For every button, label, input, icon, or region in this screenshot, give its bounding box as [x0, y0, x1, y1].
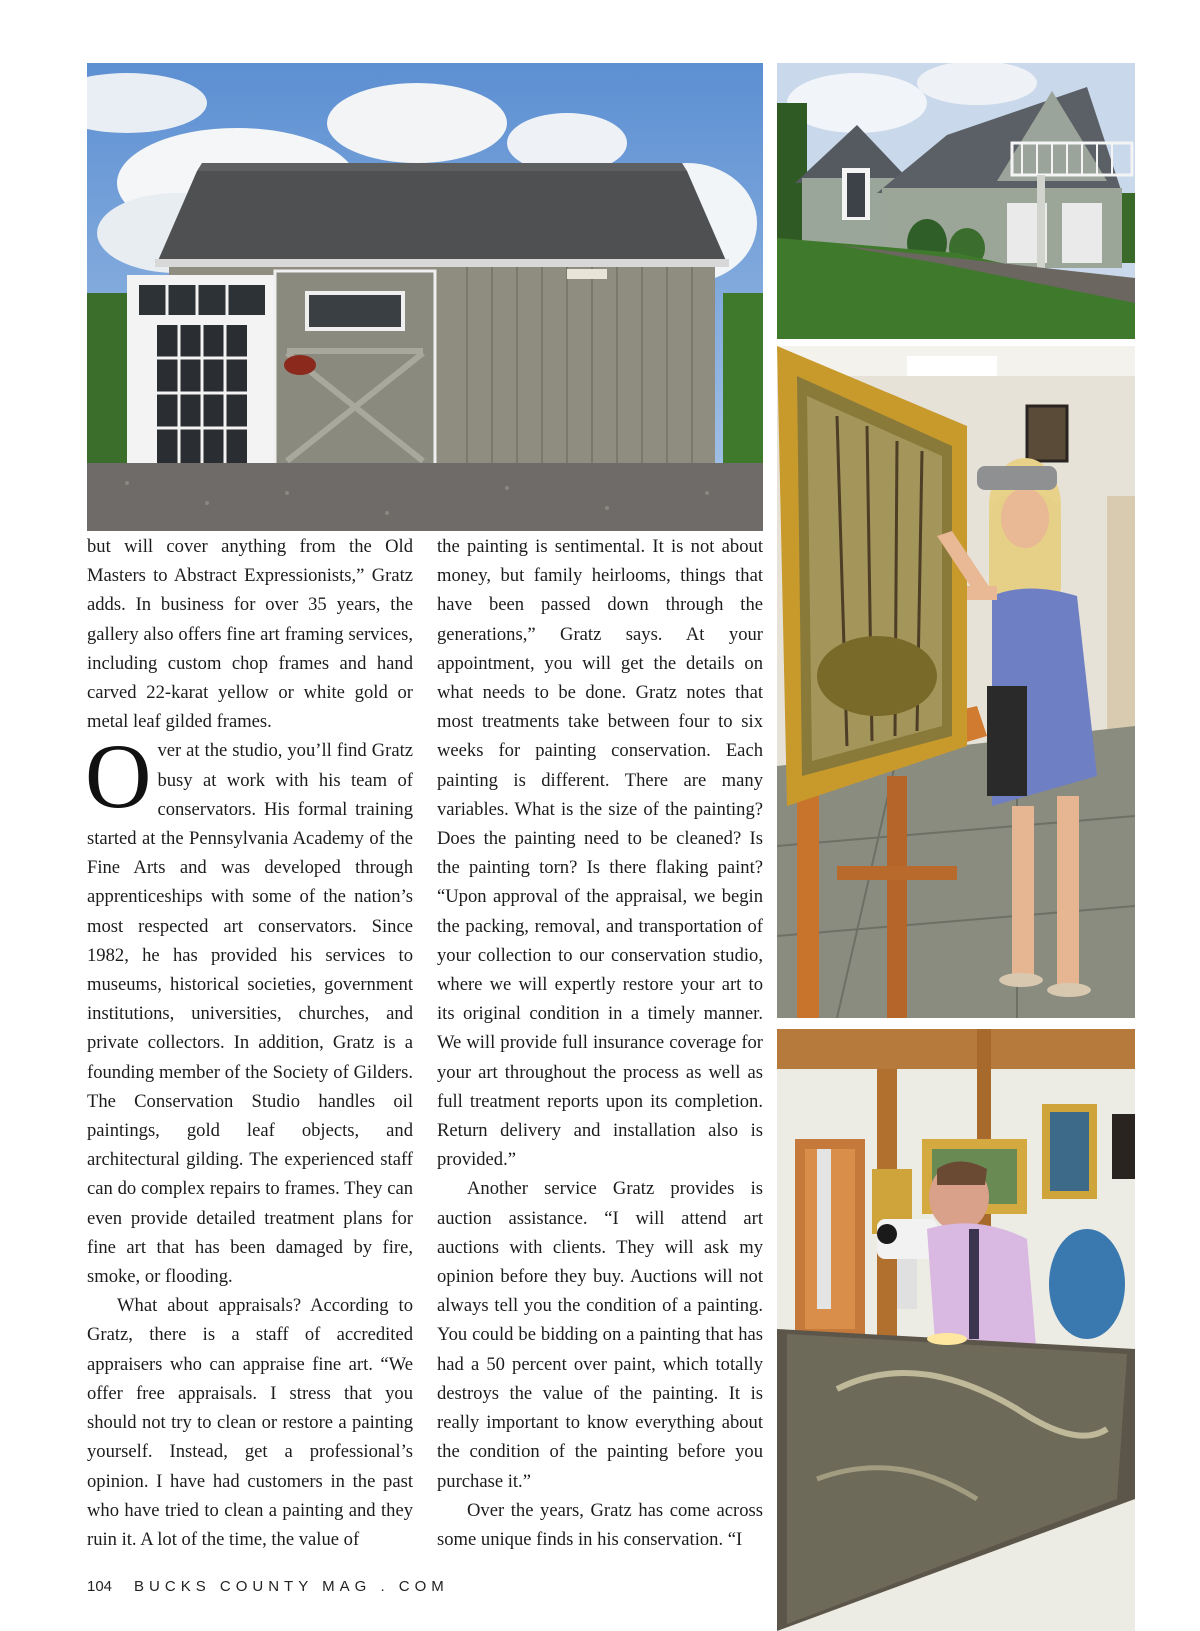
article-paragraph: Over the years, Gratz has come across some unique finds in his conservation. “I — [437, 1499, 763, 1550]
drop-cap: O — [85, 725, 152, 828]
barn-studio-photo — [87, 63, 763, 531]
article-right-column — [437, 532, 763, 1554]
page-footer — [87, 1578, 449, 1595]
conservator-woman-photo — [777, 346, 1135, 1018]
house-photo — [777, 63, 1135, 339]
article-paragraph: Another service Gratz provides is auction assistance. “I will attend art auctions with clients. They will ask my opinion before they buy. Auctions will not always tell you the condition of a painting. You could be bidding on a painting that has had a 50 percent over paint, which totally destroys the value of the painting. It is really important to know everything about the condition of the painting before you purchase it.” — [437, 1178, 763, 1492]
magazine-website: BUCKS COUNTY MAG . COM — [134, 1578, 449, 1595]
article-left-column — [87, 532, 413, 1554]
conservator-man-photo — [777, 1029, 1135, 1631]
page-number: 104 — [87, 1578, 113, 1595]
article-paragraph-dropcap — [85, 725, 413, 1291]
article-paragraph: What about appraisals? According to Gratz, there is a staff of accredited appraisers who can appraise fine art. “We offer free appraisals. I stress that you should not try to clean or restore a painting yourself. Instead, get a professional’s opinion. I have had customers in the past who have tried to clean a painting and they ruin it. A lot of the time, the value of — [87, 1295, 413, 1550]
article-paragraph: but will cover anything from the Old Masters to Abstract Expressionists,” Gratz adds. In business for over 35 years, the gallery also offers fine art framing services, including custom chop frames and hand carved 22-karat yellow or white gold or metal leaf gilded frames. — [87, 536, 413, 733]
article-paragraph-text: ver at the studio, you’ll find Gratz busy at work with his team of conservators. His formal training started at the Pennsylvania Academy of the Fine Arts and was developed through apprenticeships with some of the nation’s most respected art conservators. Since 1982, he has provided his services to museums, historical societies, government institutions, universities, churches, and private collectors. In addition, Gratz is a founding member of the Society of Gilders. The Conservation Studio handles oil paintings, gold leaf objects, and architectural gilding. The experienced staff can do complex repairs to frames. They can even provide detailed treatment plans for fine art that has been damaged by fire, smoke, or flooding. — [87, 740, 413, 1288]
article-paragraph: the painting is sentimental. It is not about money, but family heirlooms, things that have been passed down through the generations,” Gratz says. At your appointment, you will get the details on what needs to be done. Gratz notes that most treatments take between four to six weeks for painting conservation. Each painting is different. There are many variables. What is the size of the painting? Does the painting need to be cleaned? Is the painting torn? Is there flaking paint? “Upon approval of the appraisal, we begin the packing, removal, and transportation of your collection to our conservation studio, where we will expertly restore your art to its original condition in a timely manner. We will provide full insurance coverage for your art throughout the process as well as full treatment reports upon its completion. Return delivery and installation also is provided.” — [437, 536, 763, 1171]
